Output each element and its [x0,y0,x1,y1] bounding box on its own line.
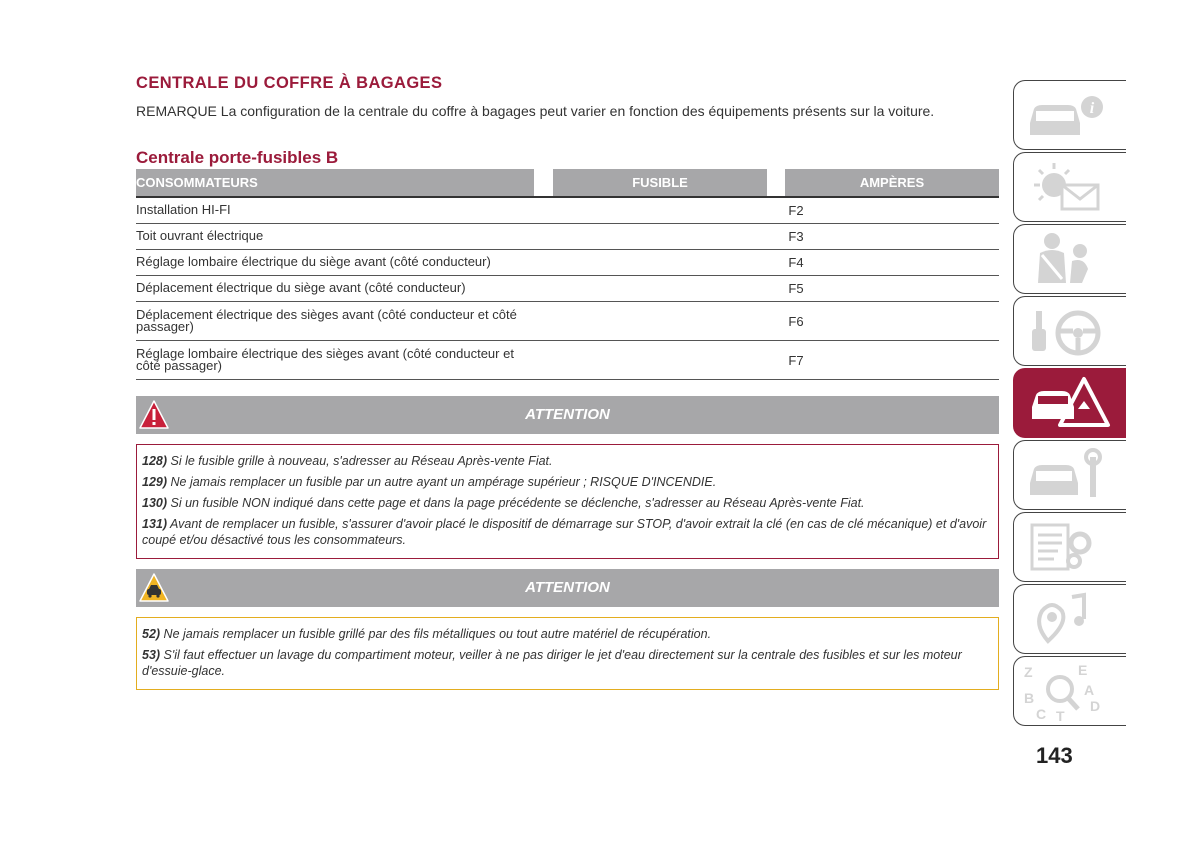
tab-multimedia[interactable] [1013,584,1126,654]
alphabetical-index-icon [1022,661,1112,721]
table-row [136,276,999,302]
note-item: 52) Ne jamais remplacer un fusible grillé par des fils métalliques ou tout autre matériel de récupération. [142,627,712,641]
document-gears-icon [1022,517,1112,577]
tab-technical-data[interactable] [1013,512,1126,582]
key-steering-wheel-icon [1022,301,1112,361]
car-hazard-icon [1022,373,1112,433]
attention-notes [136,444,999,559]
svg-text:Z: Z [1024,664,1033,680]
section-title: CENTRALE DU COFFRE À BAGAGES [136,74,443,92]
consumer-cell: Installation HI-FI [136,202,231,217]
fuse-cell: F7 [788,353,804,368]
fuse-cell: F4 [788,255,804,270]
svg-text:B: B [1024,690,1035,706]
table-row [136,198,999,224]
svg-text:i: i [1089,100,1095,117]
tab-safety[interactable] [1013,224,1126,294]
remark-text: REMARQUE La configuration de la centrale du coffre à bagages peut varier en fonction des équipements présents sur la voiture. [136,103,935,119]
svg-text:E: E [1078,662,1088,678]
column-header-fuse: FUSIBLE [553,169,767,196]
consumer-cell: Déplacement électrique des sièges avant (côté conducteur et côté passager) [136,307,517,334]
table-row [136,250,999,276]
tab-starting-driving[interactable] [1013,296,1126,366]
note-item: 131) Avant de remplacer un fusible, s'assurer d'avoir placé le dispositif de démarrage sur STOP, d'avoir extrait la clé (en cas de clé mécanique) et d'avoir coupé et/ou désactivé tous les consommateurs. [142,517,987,547]
table-row [136,341,999,380]
note-item: 130) Si un fusible NON indiqué dans cette page et dans la page précédente se déclenche, s'adresser au Réseau Après-vente Fiat. [142,496,865,510]
table-row [136,302,999,341]
consumer-cell: Réglage lombaire électrique des sièges avant (côté conducteur et côté passager) [136,346,514,373]
column-header-amps: AMPÈRES [785,169,999,196]
fuse-cell: F2 [788,203,804,218]
tab-dashboard[interactable] [1013,80,1126,150]
svg-text:A: A [1084,682,1095,698]
svg-text:T: T [1056,708,1065,721]
table-title: Centrale porte-fusibles B [136,148,339,167]
sun-envelope-icon [1022,157,1112,217]
svg-text:C: C [1036,706,1047,721]
note-item: 128) Si le fusible grille à nouveau, s'adresser au Réseau Après-vente Fiat. [142,454,553,468]
fuse-cell: F6 [788,314,804,329]
consumer-cell: Déplacement électrique du siège avant (côté conducteur) [136,280,466,295]
consumer-cell: Réglage lombaire électrique du siège avant (côté conducteur) [136,254,491,269]
car-info-icon [1022,85,1112,145]
attention-notes [136,617,999,690]
multimedia-icon [1022,589,1112,649]
tab-emergency[interactable] [1013,368,1126,438]
seat-belt-airbag-icon [1022,229,1112,289]
tab-maintenance[interactable] [1013,440,1126,510]
attention-bar [136,569,999,607]
car-wrench-icon [1022,445,1112,505]
attention-label: ATTENTION [525,579,610,596]
table-row [136,224,999,250]
page-number: 143 [1036,743,1073,768]
attention-label: ATTENTION [525,406,610,423]
fuse-cell: F5 [788,281,804,296]
svg-text:D: D [1090,698,1101,714]
column-header-consumers: CONSOMMATEURS [136,169,534,196]
fuse-cell: F3 [788,229,804,244]
note-item: 129) Ne jamais remplacer un fusible par un autre ayant un ampérage supérieur ; RISQUE D'INCENDIE. [142,475,717,489]
tab-lights[interactable] [1013,152,1126,222]
note-item: 53) S'il faut effectuer un lavage du compartiment moteur, veiller à ne pas diriger le jet d'eau directement sur la centrale des fusibles et sur les moteur d'essuie-glace. [142,648,962,678]
attention-bar [136,396,999,434]
tab-index[interactable] [1013,656,1126,726]
consumer-cell: Toit ouvrant électrique [136,228,264,243]
